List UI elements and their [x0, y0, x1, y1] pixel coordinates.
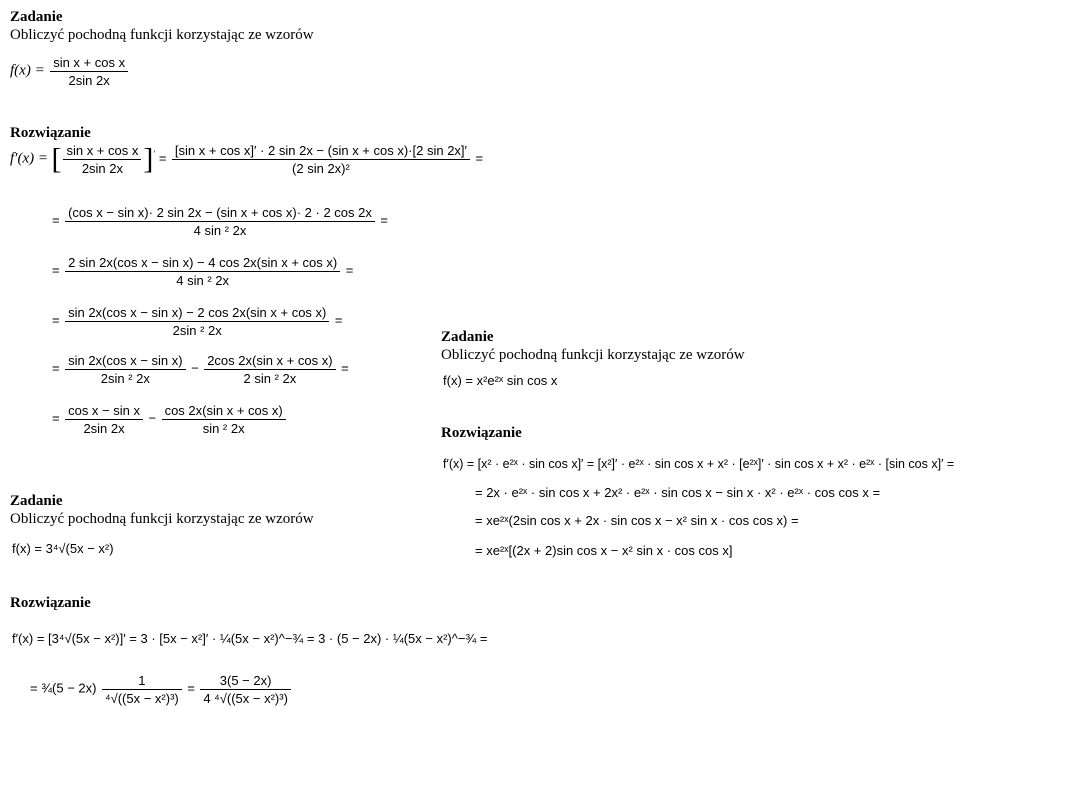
- task-prompt: Obliczyć pochodną funkcji korzystając ze wzorów: [10, 511, 314, 527]
- fraction: $\frac{\text{sin x + cos x}}{2\sin 2x}$: [50, 54, 128, 89]
- t2-line-1: f′(x) = [x² · e²ˣ · sin cos x]′ = [x²]′ · e²ˣ · sin cos x + x² · [e²ˣ]′ · sin cos x + x² · e²ˣ · [sin cos x]′ =: [443, 457, 955, 471]
- task3-function: f(x) = 3⁴√(5x − x²): [12, 541, 114, 556]
- task-3: [10, 492, 314, 528]
- solution-heading: Rozwiązanie: [10, 595, 91, 611]
- task-2: [441, 328, 745, 364]
- t2-line-2: = 2x · e²ˣ · sin cos x + 2x² · e²ˣ · sin cos x − sin x · x² · e²ˣ · cos cos x =: [475, 485, 881, 500]
- task1-function: f(x) = $\frac{\text{sin x + cos x}}{2\sin 2x}$: [10, 54, 130, 89]
- t1-line-4: = $\frac{\text{sin 2x(cos x − sin x) − 2 cos 2x(sin x + cos x)}}{\text{2sin ² 2x}}$ =: [52, 305, 343, 338]
- solution-heading: Rozwiązanie: [10, 125, 91, 141]
- t1-line-3: = $\frac{\text{2 sin 2x(cos x − sin x) − 4 cos 2x(sin x + cos x)}}{\text{4 sin ² 2x}}$ =: [52, 255, 354, 288]
- task-heading: Zadanie: [441, 329, 494, 345]
- t3-line-1: f′(x) = [3⁴√(5x − x²)]′ = 3 · [5x − x²]′ · ¼(5x − x²)^−¾ = 3 · (5 − 2x) · ¼(5x − x²)^−¾ =: [12, 631, 488, 646]
- t3-line-2: = ¾(5 − 2x) $\frac{1}{\text{⁴√((5x − x²)³)}}$ = $\frac{3(5 - 2x)}{\text{4 ⁴√((5x − x²)³)}}$: [30, 672, 293, 707]
- t1-line-1: f′(x) = [ $\frac{\text{sin x + cos x}}{2\sin 2x}$ ]′ = $\frac{\text{[sin x + cos x]′ · 2 sin 2x − (sin x + cos x)·[2 sin 2x]′}}{\text{(2 sin 2x)²}}$ =: [10, 142, 484, 176]
- solution-heading: Rozwiązanie: [441, 425, 522, 441]
- t1-line-6: = $\frac{\text{cos x − sin x}}{2\sin 2x}$ − $\frac{\text{cos 2x(sin x + cos x)}}{\text{sin ² 2x}}$: [52, 402, 288, 437]
- task-heading: Zadanie: [10, 9, 63, 25]
- task-prompt: Obliczyć pochodną funkcji korzystając ze wzorów: [10, 27, 314, 43]
- task-1: [10, 8, 314, 44]
- task-prompt: Obliczyć pochodną funkcji korzystając ze wzorów: [441, 347, 745, 363]
- task2-function: f(x) = x²e²ˣ sin cos x: [443, 373, 558, 388]
- t2-line-4: = xe²ˣ[(2x + 2)sin cos x − x² sin x · cos cos x]: [475, 543, 733, 558]
- t1-line-2: = $\frac{\text{(cos x − sin x)· 2 sin 2x − (sin x + cos x)· 2 · 2 cos 2x}}{\text{4 sin ² 2x}}$ =: [52, 205, 388, 238]
- task-heading: Zadanie: [10, 493, 63, 509]
- t1-line-5: = $\frac{\text{sin 2x(cos x − sin x)}}{\text{2sin ² 2x}}$ − $\frac{\text{2cos 2x(sin x + cos x)}}{\text{2 sin ² 2x}}$ =: [52, 353, 349, 386]
- t2-line-3: = xe²ˣ(2sin cos x + 2x · sin cos x − x² sin x · cos cos x) =: [475, 513, 799, 528]
